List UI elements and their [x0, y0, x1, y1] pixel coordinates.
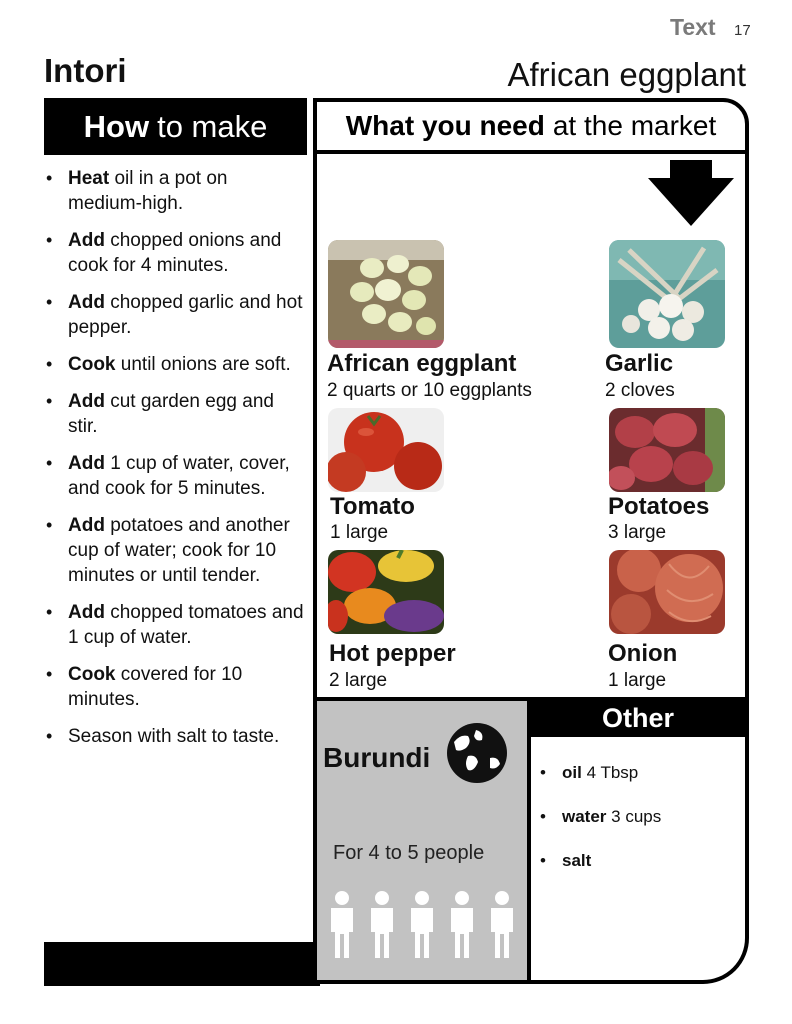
steps-list [44, 166, 306, 761]
step-text: chopped tomatoes and 1 cup of water. [68, 602, 304, 648]
other-item [540, 850, 730, 872]
step-verb: Add [68, 602, 105, 623]
tomato-image [328, 408, 444, 492]
step-text: 1 cup of water, cover, and cook for 5 minutes. [68, 453, 290, 499]
step-item [44, 352, 306, 377]
person-icon [367, 890, 397, 958]
item-qty: 3 large [608, 522, 667, 543]
globe-icon [446, 722, 508, 784]
person-icon [447, 890, 477, 958]
item-name: Garlic [605, 350, 674, 377]
step-text: potatoes and another cup of water; cook for 10 minutes or until tender. [68, 515, 290, 586]
item-name: Potatoes [608, 493, 710, 520]
step-text: chopped garlic and hot pepper. [68, 292, 303, 338]
garlic-image [609, 240, 725, 348]
market-title-bold: What you need [345, 110, 545, 141]
step-item [44, 451, 306, 501]
page-number: 17 [734, 22, 751, 39]
item-name: Onion [608, 640, 678, 667]
section-label: Text [670, 14, 716, 40]
step-text: oil in a pot on medium-high. [68, 168, 228, 214]
recipe-subtitle: African eggplant [507, 56, 746, 93]
other-item-qty: 3 cups [606, 807, 662, 826]
item-qty: 1 large [608, 670, 667, 691]
step-item [44, 600, 306, 650]
other-panel-divider [527, 701, 531, 984]
other-header: Other [527, 699, 749, 737]
step-text: cut garden egg and stir. [68, 391, 274, 437]
footer-bar [44, 942, 320, 986]
step-item [44, 724, 306, 749]
other-item-qty: 4 Tbsp [581, 763, 639, 782]
step-verb: Add [68, 292, 105, 313]
market-header [317, 102, 745, 150]
step-verb: Add [68, 453, 105, 474]
step-text: until onions are soft. [115, 354, 291, 375]
person-icon [327, 890, 357, 958]
how-to-make-header [44, 98, 307, 155]
other-item-name: water [562, 807, 607, 826]
market-title-rest: at the market [552, 110, 717, 141]
onion-image [609, 550, 725, 634]
item-qty: 2 quarts or 10 eggplants [327, 380, 532, 401]
step-item [44, 166, 306, 216]
how-to-make-title-rest: to make [157, 108, 268, 144]
step-verb: Add [68, 391, 105, 412]
down-arrow-icon [648, 160, 734, 226]
person-icon [487, 890, 517, 958]
eggplant-image [328, 240, 444, 348]
serving-size: For 4 to 5 people [333, 842, 485, 864]
step-verb: Add [68, 515, 105, 536]
item-name: African eggplant [327, 350, 517, 377]
people-icons [317, 890, 527, 960]
other-item-name: oil [562, 763, 582, 782]
recipe-title: Intori [44, 52, 127, 89]
other-item [540, 806, 730, 828]
step-verb: Heat [68, 168, 110, 189]
hot-pepper-image [328, 550, 444, 634]
person-icon [407, 890, 437, 958]
potatoes-image [609, 408, 725, 492]
item-name: Tomato [330, 493, 415, 520]
step-text: Season with salt to taste. [68, 726, 280, 747]
step-item [44, 228, 306, 278]
how-to-make-title-bold: How [83, 108, 150, 144]
market-header-divider [317, 150, 745, 154]
other-item [540, 762, 730, 784]
step-verb: Add [68, 230, 105, 251]
step-item [44, 513, 306, 588]
step-item [44, 662, 306, 712]
step-item [44, 290, 306, 340]
step-text: covered for 10 minutes. [68, 664, 243, 710]
item-qty: 2 large [329, 670, 388, 691]
country-name: Burundi [323, 742, 431, 773]
step-verb: Cook [68, 354, 116, 375]
other-item-name: salt [562, 851, 592, 870]
item-qty: 1 large [330, 522, 389, 543]
item-qty: 2 cloves [605, 380, 675, 401]
step-text: chopped onions and cook for 4 minutes. [68, 230, 282, 276]
item-name: Hot pepper [329, 640, 456, 667]
other-list [540, 762, 730, 894]
step-item [44, 389, 306, 439]
step-verb: Cook [68, 664, 116, 685]
